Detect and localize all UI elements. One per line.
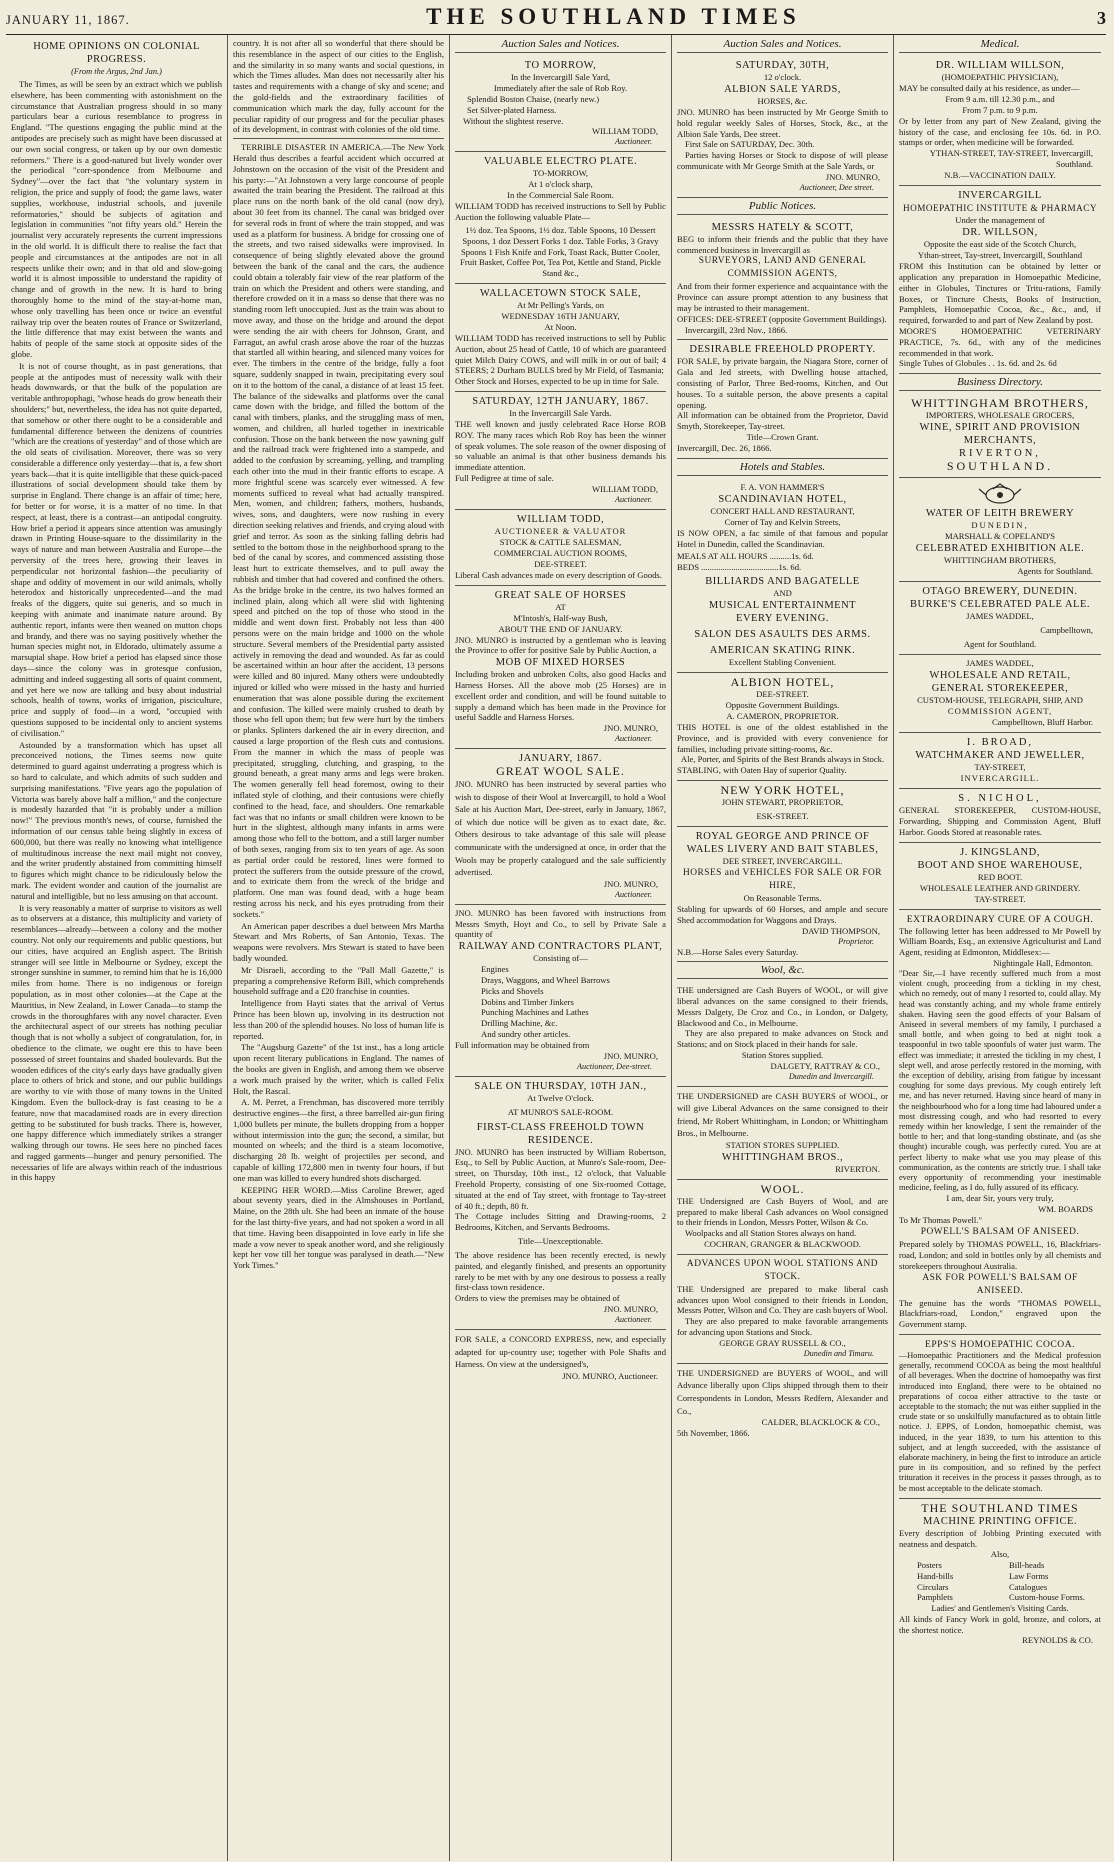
print-item: Law Forms (1009, 1571, 1049, 1582)
print-item: Hand-bills (917, 1571, 954, 1582)
column-4 (672, 35, 894, 1861)
ad-line: A. CAMERON, PROPRIETOR. (726, 710, 839, 721)
ad-body: THE well known and justly celebrated Race Horse ROB ROY. The many races which Rob Roy has been the winner of speak volumes. The sole reason of the owner disposing of so valuable an animal is that other business demands his immediate attention. (455, 418, 666, 473)
advert-royal-george-stables (677, 827, 888, 962)
ad-title: BILLIARDS AND BAGATELLE (705, 575, 860, 587)
ad-note: Without the slightest reserve. (463, 115, 564, 126)
ad-line: On Reasonable Terms. (743, 892, 822, 903)
divider (233, 138, 444, 139)
article-paragraph: TERRIBLE DISASTER IN AMERICA.—The New York Herald thus describes a fearful accident which occurred at Johnstown on the occasion of the visit of the President and his party:—"At Johnstown a very large concourse of people awaited the train bearing the President. The railroad at this place runs on the north bank of the old canal (now dry), about 30 feet from its channel. The canal was bridged over for several rods in front of where the train stopped, and was used as a platform for business. A bridge for crossing one of the streets, and two raised sidewalks were improvised. In consequence of being slightly elevated above the ground between the bank of the canal and the cars, the audience could obtain a tolerably fair view of the rear platform of the train on which the President and others were standing, and therefore crowded on it in a mass so dense that there was no standing room left unoccupied. Just as the train was about to move away, and those on the bridge and around the depot were sending the air with cheers for Johnson, Grant, and Farragut, an awful crash arose above the roar of the huzzas that startled all within hearing, and silenced many voices for ever. The timbers in the centre of the bridge, fully a foot square, suddenly snapped in twain, precipitating every soul on it to the bottom of the canal, a distance of at least 15 feet. The balance of the sidewalks and platforms over the canal came down with the bridge, and filled the bottom of the canal with timbers, planks, and the struggling mass of men, women, and children, all hurled together in inextricable confusion. Those on the bank between the now yawning gulf and the railroad track were frightened into a stampede, and added to the confusion by screaming, yelling, and trampling each other into the mud in their frantic efforts to escape. A more frightful scene was scarcely ever witnessed. A few moments sufficed to reveal what had actually transpired. Men, women, and children; fathers, mothers, husbands, wives, sons, and daughters, were now rushing in every direction seeking relatives and friends, and crying aloud with grief and terror. As soon as the sinking falling debris had settled to the bottom those in the neighborhood sprang to the bed of the canal by scores, and commenced assisting those least hurt to extricate themselves, and to pull away the rubbish and timber that had covered and confined the others. As the bridge broke in the centre, its two halves formed an inclined plain, along which all were slid with lightening speed and pitched on the top of those who stood in the middle and went down first. Probably not less than 400 persons were on the main bridge and 1000 on the whole structure. Several members of the Presidential party assisted actively in removing the dead and wounded. As far as could be ascertained within an hour after the accident, 13 persons were killed and 80 injured. Many others were undoubtedly injured or killed who were missed in the hasty and hurried enumeration that was alone possible during the excitement and confusion. The killed were mainly crushed to death by those who fell upon them; but few were hurt by the timbers or planks. Splinters darkened the air in every direction, and caused a large proportion of the flesh cuts and contusions. From the manner in which the mass of people was precipitated, struggling, clutching, and grasping, to the ground beneath, a great many arms and legs were broken. The women generally fell head foremost, owing to their inflated style of clothing, and their contusions were chiefly confined to the head, face, and shoulders. One remarkable fact was that no infants or small children were known to be hurt in the slightest, although many infants in arms were among those who fell to the bottom, and a still larger number of both sexes, ranging from six to ten years of age. As soon as partial order could be restored, lines were formed to protect the sufferers from the outside pressure of the crowd, and to extricate them from the wreck of the bridge and platform. One man was found dead, with a huge beam resting across his neck, and his eyes protruding from their sockets." (233, 142, 444, 919)
ad-body: Orders to view the premises may be obtained of (455, 1293, 620, 1304)
ad-items: 1½ doz. Tea Spoons, 1½ doz. Table Spoons, 10 Dessert Spoons, 1 doz Dessert Forks 1 doz. Table Forks, 3 Gravy Spoons 1 Fish Knife and Fork, Toast Rack, Butter Cooler, Fruit Basket, Coffee Pot, Tea Pot, Kettle and Stand, Pickle Stand &c., (460, 224, 661, 279)
print-item: Circulars (917, 1581, 949, 1592)
ad-body: All information can be obtained from the Proprietor, David Smyth, Storekeeper, Tay-street. (677, 410, 888, 432)
print-item: Bill-heads (1009, 1560, 1045, 1571)
ad-body: THE UNDERSIGNED are CASH BUYERS of WOOL, or will give Liberal Advances on the same consigned to their friend, Mr Robert Whittingham, in London; or Whittingham Bros., in Melbourne. (677, 1091, 888, 1139)
ad-address: YTHAN-STREET, TAY-STREET, Invercargill, Southland. (929, 148, 1093, 170)
ad-line: Campbelltown, (1040, 625, 1093, 636)
ad-line: In the Invercargill Sale Yard, (510, 72, 611, 82)
ad-body: FOR SALE, a CONCORD EXPRESS, new, and especially adapted for up-country use; together with Pole Shafts and Harness. On view at the undersigned's, (455, 1333, 666, 1370)
ad-line: Corner of Tay and Kelvin Streets, (724, 516, 841, 527)
ad-body: FOR SALE, by private bargain, the Niagara Store, corner of Gala and Jed streets, with Dwelling house attached, consisting of Parlor, Three Bed-rooms, Kitchen, and Out houses. To a suitable person, the above presents a capital opening. (677, 356, 888, 410)
advert-railway-plant (455, 905, 666, 1077)
ad-body: FROM this Institution can be obtained by letter or application any preparation in Homoepathic Medicine, either in Globules, Tinctures or Tritu-rations, Family Boxes, or Tincture Chests, Books of Instruction, Pamphlets, Homoepathic Cocoa, &c., &c., and, if required, forwarded to and part of New Zealand by post. (899, 261, 1101, 326)
ad-body: WILLIAM TODD has received instructions to Sell by Public Auction the following valuable Plate— (455, 201, 666, 223)
section-title: Auction Sales and Notices. (455, 38, 666, 53)
ad-line: Campbelltown, Bluff Harbor. (991, 717, 1093, 728)
ad-line: WHOLESALE LEATHER AND GRINDERY. (919, 882, 1081, 893)
ad-title: SURVEYORS, LAND AND GENERAL COMMISSION AGENTS, (698, 256, 867, 280)
ad-signature: GEORGE GRAY RUSSELL & CO., (719, 1337, 846, 1348)
advert-powells-balsam (899, 910, 1101, 1335)
ad-line: JAMES WADDEL, (966, 611, 1034, 622)
ad-title: MACHINE PRINTING OFFICE. (922, 1515, 1078, 1527)
section-title: Auction Sales and Notices. (677, 38, 888, 53)
ad-body: IS NOW OPEN, a fac simile of that famous and popular Hotel in Dunedin, called the Scandinavian. (677, 527, 888, 549)
advert-s-nichol (899, 789, 1101, 842)
ad-title: MERCHANTS, (963, 435, 1037, 447)
ad-note: Full information may be obtained from (455, 1039, 590, 1050)
ad-title: FIRST-CLASS FREEHOLD TOWN RESIDENCE. (476, 1121, 645, 1146)
ad-note: Excellent Stabling Convenient. (728, 656, 837, 667)
ad-line: To Mr Thomas Powell." (899, 1215, 982, 1226)
ad-title: NEW YORK HOTEL, (720, 782, 845, 797)
advert-dalgety-rattray (677, 982, 888, 1087)
ad-item: Set Silver-plated Harness. (467, 104, 557, 115)
news-paragraph: Mr Disraeli, according to the "Pall Mall Gazette," is preparing a comprehensive Reform Bill, which comprehends household suffrage and a £20 franchise in counties. (233, 964, 444, 997)
advert-whittingham-brothers (899, 394, 1101, 478)
ad-title: BOOT AND SHOE WAREHOUSE, (917, 859, 1083, 871)
ad-line: WEDNESDAY 16TH JANUARY, (501, 310, 620, 321)
ad-body: They are also prepared to make favorable arrangements for advancing upon Stations and Stock. (677, 1316, 888, 1338)
section-title: Business Directory. (899, 376, 1101, 391)
ad-title: ALBION SALE YARDS, (724, 84, 841, 95)
ad-line: ESK-STREET. (756, 810, 809, 821)
column-3 (450, 35, 672, 1861)
ad-body: MOORE'S HOMOEPATHIC VETERINARY PRACTICE, 7s. 6d., with any of the medicines recommended in that work. (899, 325, 1101, 358)
ad-signature: WILLIAM TODD, (591, 483, 658, 494)
ad-item: Engines (481, 964, 509, 975)
advert-new-york-hotel (677, 781, 888, 827)
ad-line: JOHN STEWART, PROPRIETOR, (721, 796, 844, 807)
news-paragraph: An American paper describes a duel between Mrs Martha Stewart and Mrs Roberts, of San Antonio, Texas. The weapons were revolvers. Mrs Stewart is stated to have been badly wounded. (233, 920, 444, 963)
ad-line: JAMES WADDEL, (966, 658, 1034, 669)
column-2 (228, 35, 450, 1861)
ad-role: Auctioneer. (614, 889, 652, 899)
ad-title: SATURDAY, 30TH, (735, 60, 830, 71)
ad-signature: DALGETY, RATTRAY & CO., (770, 1061, 880, 1072)
ad-title: SOUTHLAND. (946, 459, 1054, 474)
ad-title: WINE, SPIRIT AND PROVISION (919, 422, 1081, 434)
ad-note: N.B.—VACCINATION DAILY. (944, 170, 1056, 181)
newspaper-title: THE SOUTHLAND TIMES (426, 4, 801, 29)
ad-body: Or by letter from any part of New Zealand, giving the history of the case, and enclosing fee 10s. 6d. in P.O. stamps or order, when medicine will be forwarded. (899, 115, 1101, 148)
section-title: Wool, &c. (677, 964, 888, 979)
ad-line: From 7 p.m. to 9 p.m. (962, 104, 1038, 115)
print-item: Custom-house Forms. (1009, 1592, 1085, 1603)
ad-line: AUCTIONEER & VALUATOR (494, 525, 627, 536)
advert-albion-sale-yards (677, 56, 888, 198)
ad-title: ALBION HOTEL, (730, 674, 835, 689)
advert-james-waddel (899, 655, 1101, 733)
ad-role: Auctioneer. (614, 734, 652, 744)
ad-item: Punching Machines and Lathes (481, 1007, 589, 1018)
page-number: 3 (1097, 8, 1106, 28)
advert-printing-office (899, 1499, 1101, 1651)
advert-tomorrow-sale (455, 56, 666, 152)
ad-title: WHOLESALE AND RETAIL, (929, 670, 1071, 682)
ad-item-list (455, 964, 666, 1040)
ad-signature: JNO. MUNRO, (603, 723, 658, 734)
ad-body: JNO. MUNRO has been favored with instructions from Messrs Smyth, Hoyt and Co., to sell by Private Sale a quantity of (455, 907, 666, 940)
ad-title: JANUARY, 1867. (519, 753, 602, 765)
ad-line: I am, dear Sir, yours very truly, (946, 1193, 1054, 1204)
ad-title: GREAT SALE OF HORSES (494, 589, 627, 601)
news-paragraph: A. M. Perret, a Frenchman, has discovered more terribly destructive engines—the first, a three barrelled air-gun firing 1,000 bullets per minute, the bullets dropping from a hopper without intermission into the gun; the second, a similar, but mounted on wheels; and the third is a steam locomotive, discharging 28 lb. weight of projectiles per second, and capable of killing 172,800 men in twenty four hours, if but one man was killed to every hundred shots discharged. (233, 1097, 444, 1183)
ad-title: EPPS'S HOMOEPATHIC COCOA. (924, 1338, 1076, 1350)
ad-title: DESIRABLE FREEHOLD PROPERTY. (689, 344, 876, 356)
ad-title: EXTRAORDINARY CURE OF A COUGH. (906, 913, 1094, 925)
ad-line: AT (555, 601, 566, 612)
ad-line: RED BOOT. (977, 871, 1023, 882)
advert-epps-cocoa (899, 1335, 1101, 1499)
ad-line: Ladies' and Gentlemen's Visiting Cards. (931, 1602, 1069, 1613)
ad-title: SALON DES ASAULTS DES ARMS. (694, 628, 871, 640)
ad-body: Parties having Horses or Stock to dispose of will please communicate with Mr George Smith at the Sale Yards, or (677, 150, 888, 171)
ad-signature: WILLIAM TODD, (591, 126, 658, 137)
ad-line: DEE-STREET. (534, 558, 587, 569)
ad-line: At Twelve O'clock. (527, 1092, 594, 1103)
ad-line: MARSHALL & COPELAND'S (944, 531, 1056, 542)
ad-title: WILLIAM TODD, (516, 513, 605, 525)
ad-body: THE Undersigned are prepared to make liberal cash advances upon Wool consigned to their friends in London, Messrs Potter, Wilson and Co. They are cash buyers of Wool. (677, 1283, 888, 1316)
section-title: Public Notices. (677, 200, 888, 215)
ad-body: They are also prepared to make advances on Stock and Stations; and on Stock placed in their hands for sale. (677, 1028, 888, 1050)
ad-title: I. BROAD, (966, 737, 1034, 749)
column-1 (6, 35, 228, 1861)
ad-line: CONCERT HALL AND RESTAURANT, (710, 505, 855, 516)
ad-title: ASK FOR POWELL'S BALSAM OF ANISEED. (922, 1272, 1078, 1296)
article-paragraph: country. It is not after all so wonderful that there should be this resemblance in the aspect of our cities to the English, and the similarity in so many wants and social questions, in which the Times alludes. Man does not necessarily alter his tastes and requirements with a change of sky and scene; and the gold-fields and the extraordinary facilities of communication which mark the day, fully account for the peculiar rapidity of our progress and for the peculiar phases of its development, in contrast with colonies of the old time. (233, 38, 444, 135)
advert-dr-willson (899, 56, 1101, 186)
ad-title: EVERY EVENING. (736, 612, 829, 624)
ad-line: CUSTOM-HOUSE, TELEGRAPH, SHIP, AND (917, 695, 1083, 706)
advert-calder-blacklock (677, 1364, 888, 1443)
ad-body: THE UNDERSIGNED are BUYERS of WOOL, and will Advance liberally upon Clips shipped through them to their Correspondents in London, Messrs Redfern, Alexander and Co., (677, 1367, 888, 1416)
ad-line: Nightingale Hall, Edmonton. (993, 957, 1093, 968)
ad-note: STATION STORES SUPPLIED. (725, 1139, 840, 1150)
ad-body: —Homoepathic Practitioners and the Medical profession generally, recommend COCOA as being the most healthful of all beverages. When the doctrine of homoepathy was first introduced into England, there were to be obtained no preparations of cocoa either attractive to the taste or acceptable to the stomach; the nut was either supplied in the crude state or so unskilfully manufactured as to obtain little notice. J. EPPS, of London, homoepathic chemist, was induced, in the year 1839, to turn his attention to this subject, and at length succeeded, with the assistance of elaborate machinery, in being the first to introduce an article pure in its composition, and so refined by the perfect trituration it receives in the process it passes through, as to be most acceptable to the delicate stomach. (899, 1350, 1101, 1493)
ad-role: Auctioneer, Dee-street. (577, 1061, 652, 1071)
ad-body: All kinds of Fancy Work in gold, bronze, and colors, at the shortest notice. (899, 1613, 1101, 1635)
article-source: (From the Argus, 2nd Jan.) (71, 67, 162, 76)
ad-item: Picks and Shovels (481, 985, 544, 996)
ad-line: From 9 a.m. till 12.30 p.m., and (945, 93, 1055, 104)
ad-line: AND (773, 587, 792, 598)
ad-title: WOOL. (760, 1181, 805, 1196)
ad-line: STOCK & CATTLE SALESMAN, (499, 536, 622, 547)
article-heading: HOME OPINIONS ON COLONIAL PROGRESS. (33, 41, 200, 65)
ad-signature: JNO. MUNRO, (603, 878, 658, 889)
crest-icon (977, 483, 1023, 505)
ad-title: BURKE'S CELEBRATED PALE ALE. (909, 599, 1091, 611)
ad-line: At Noon. (544, 321, 577, 332)
advert-great-wool-sale (455, 749, 666, 905)
ad-title: HOMOEPATHIC INSTITUTE & PHARMACY (902, 203, 1098, 214)
advert-water-of-leith-brewery (899, 478, 1101, 582)
ad-title: RAILWAY AND CONTRACTORS PLANT, (458, 941, 663, 953)
ad-line: Under the management of (955, 215, 1045, 226)
print-item: Posters (917, 1560, 942, 1571)
print-item: Pamphlets (917, 1592, 953, 1603)
ad-title: MUSICAL ENTERTAINMENT (708, 599, 857, 611)
ad-title: SATURDAY, 12TH JANUARY, 1867. (472, 395, 649, 407)
section-title: Hotels and Stables. (677, 461, 888, 476)
ad-note: Title—Crown Grant. (746, 431, 819, 442)
ad-title: OTAGO BREWERY, DUNEDIN. (922, 586, 1078, 598)
ad-title: ADVANCES UPON WOOL STATIONS AND STOCK. (686, 1258, 879, 1282)
ad-price-line: MEALS AT ALL HOURS ..........1s. 6d. (677, 551, 814, 562)
advert-electro-plate (455, 152, 666, 284)
ad-title: DR. WILLSON, (962, 227, 1038, 239)
ad-item: Drilling Machine, &c. (481, 1018, 558, 1029)
ad-line: AT MUNRO'S SALE-ROOM. (507, 1106, 614, 1117)
ad-line: COMMERCIAL AUCTION ROOMS, (493, 547, 628, 558)
ad-line: DEE-STREET. (756, 688, 809, 699)
ad-body: MAY be consulted daily at his residence, as under— (899, 83, 1080, 93)
ad-body: JNO. MUNRO is instructed by a gentleman who is leaving the Province to offer for positive Sale by Public Auction, a (455, 634, 666, 656)
ad-role: Auctioneer. (614, 1314, 652, 1324)
ad-title: INVERCARGILL (958, 190, 1042, 202)
ad-line: HORSES, &c. (757, 96, 808, 106)
ad-role: Proprietor. (838, 936, 874, 946)
ad-title: WATCHMAKER AND JEWELLER, (915, 750, 1085, 762)
ad-date: 5th November, 1866. (677, 1428, 750, 1439)
ad-body: "Dear Sir,—I have recently suffered much from a most violent cough, proceeding from a tickling in my chest, which no remedy, out of many I resorted to, could allay. My head was constantly aching, and my whole frame entirely shaken. Having seen the good effects of your Balsam of Aniseed in several members of my family, I purchased a small bottle, and when going to bed at night took a teaspoonful in two table spoonfuls of water just warm. The effect was immediate; it arrested the tickling in my chest, I slept well, and arose perfectly restored in the morning, with the exception of debility, arising from fatigue by incessant coughing for some days previous. My cough entirely left me, and has never returned. Having since heard of many in the neighbourhood who for a long time had laboured under a most distressing cough, and who had resorted to every remedy within her knowledge, I sent the remainder of the bottle to her; and that long-standing obstinate, and (as she thought) incurable cough, was perfectly cured. You are at perfect liberty to make what use you may please of this communication, as the contents are strictly true. I shall take every opportunity of recommending your inestimable medicine, feeling, as I do, fully assured of its efficacy. (899, 968, 1101, 1193)
news-items (233, 921, 444, 1272)
ad-signature: WHITTINGHAM BROS., (721, 1151, 844, 1163)
ad-signature: CALDER, BLACKLOCK & CO., (761, 1417, 880, 1428)
ad-line: TO-MORROW, (532, 168, 589, 179)
ad-signature: JNO. MUNRO, (603, 1303, 658, 1314)
ad-signature: COCHRAN, GRANGER & BLACKWOOD. (704, 1238, 861, 1249)
advert-hately-scott (677, 218, 888, 341)
ad-item: Dobins and Timber Jinkers (481, 996, 574, 1007)
ad-body: Including broken and unbroken Colts, also good Hacks and Harness Horses. All the above mob (25 Horses) are in excellent order and condition, and will be found suitable to supply a demand which has been made in the Province for useful Saddle and Harness Horses. (455, 669, 666, 723)
ad-body: And from their former experience and acquaintance with the Province can assure prompt attention to any business that may be intrusted to their management. (677, 281, 888, 313)
advert-concord-express (455, 1330, 666, 1386)
advert-albion-hotel (677, 673, 888, 781)
ad-signature: DAVID THOMPSON, (802, 925, 880, 936)
ad-role: Auctioneer. (614, 494, 652, 504)
ad-body: THE Undersigned are Cash Buyers of Wool, and are prepared to make liberal Cash advances on Wool consigned to their friends in London, Messrs Potter, Wilson & Co. (677, 1195, 888, 1228)
article-continued (233, 38, 444, 135)
advert-rob-roy (455, 392, 666, 510)
ad-body: The following letter has been addressed to Mr Powell by William Boards, Esq., an extensive Agriculturist and Land Agent, residing at Edmonton, Middlesex:— (899, 925, 1101, 958)
ad-line: (HOMOEPATHIC PHYSICIAN), (941, 72, 1059, 82)
ad-title: TO MORROW, (524, 60, 597, 71)
columns (6, 35, 1106, 1861)
ad-body: The genuine has the words "THOMAS POWELL, Blackfriars-road, London," engraved upon the Government stamp. (899, 1297, 1101, 1330)
advert-russell-advances (677, 1255, 888, 1364)
ad-item: Splendid Boston Chaise, (nearly new.) (467, 94, 600, 104)
ad-note: Full Pedigree at time of sale. (455, 472, 554, 483)
article-paragraph: It is very reasonably a matter of surprise to visitors as well as to observers at a distance, this multiplicity and variety of resemblances—already—between a colony and the mother country. Not only our requirements and public questions, but our cities, have acquired an English aspect. The British stranger will see little in Melbourne or Sydney, except the stronger sunshine in summer, to remind him that he is 16,000 miles from home. There is no indigenous or foreign population, as in most other colonies—at the Cape at the Mauritius, in New Zealand, in Lower Canada—to stamp the crowds in the thoroughfares with any novel character. Even the architectural aspect of our streets has nothing peculiar though that is not wholly a subject of congratulation, for, in obedience to the climate, we ought ere this to have been possessed of street fountains and shaded boulevards. But the wooden edifices of the city's early days have gradually given place to others of brick and stone, and our public buildings are worthy to vie with those of many towns in the United Kingdom. Even the bullock-dray is fast ceasing to be a feature, now that macadamised roads are in every direction getting to be substituted for bush tracks. There is, however, one happy difference which immediately strikes a stranger walking through our towns. He sees here no pinched faces and ragged garments—hunger and penury personified. The necessaries of life are always within reach of the industrious in this happy (11, 902, 222, 1183)
advert-william-todd (455, 510, 666, 586)
ad-line: In the Commercial Sale Room. (507, 190, 614, 201)
ad-body: JNO. MUNRO has been instructed by William Robertson, Esq., to Sell by Public Auction, at Munro's Sale-room, Dee-street, on Thursday, 10th inst., 12 o'clock, that Valuable Freehold Property, consisting of one Six-roomed Cottage, situated at the end of Tay street, with frontage to Tay-street of 40 ft.; depth, 80 ft. (455, 1146, 666, 1211)
ad-body: Every description of Jobbing Printing executed with neatness and despatch. (899, 1527, 1101, 1549)
ad-line: Agents for Southland. (1017, 566, 1093, 577)
advert-otago-brewery (899, 582, 1101, 655)
advert-wallacetown-stock (455, 284, 666, 392)
ad-note: Title—Unexceptionable. (518, 1236, 603, 1246)
ad-body: BEG to inform their friends and the public that they have commenced business in Invercargill as (677, 233, 888, 255)
print-list (899, 1560, 1101, 1602)
ad-line: Immediately after the sale of Rob Roy. (493, 83, 628, 93)
ad-line: Also, (990, 1549, 1010, 1560)
advert-freehold-property (677, 340, 888, 458)
ad-title: WHITTINGHAM BROTHERS, (911, 396, 1089, 411)
ad-title: MOB OF MIXED HORSES (495, 657, 626, 669)
ad-signature: JNO. MUNRO, (825, 171, 880, 182)
ad-body: JNO. MUNRO has been instructed by several parties who wish to dispose of their Wool at Invercargill, to hold a Wool Sale at his Auction Mart, Dee-street, early in January, 1867, of which due notice will be given as to exact date, &c. Others desirous to take advantage of this sale will please communicate with the undersigned at once, in order that the Wools may be properly catalogued and the sale sufficiently advertised. (455, 779, 666, 878)
ad-title: SCANDINAVIAN HOTEL, (718, 493, 847, 505)
ad-title: MESSRS HATELY & SCOTT, (711, 221, 854, 233)
ad-body: OFFICES: DEE-STREET (opposite Government Buildings). (677, 313, 887, 324)
ad-body: Woolpacks and all Station Stores always on hand. (685, 1228, 857, 1239)
news-paragraph: The "Augsburg Gazette" of the 1st inst., has a long article upon recent literary publications in England. The names of the books are given in English, and among them we observe a work much praised by the writer, which is called Felix Holt, the Rascal. (233, 1042, 444, 1096)
ad-body: WILLIAM TODD has received instructions to sell by Public Auction, about 25 head of Cattle, 10 of which are guaranteed quiet Milch Dairy COWS, and will milk in or out of bail; 4 STEERS; 2 Durham BULLS bred by Mr Field, of Tasmania; (455, 332, 666, 376)
advert-cochran-granger (677, 1180, 888, 1255)
ad-signature: JNO. MUNRO, (603, 1050, 658, 1061)
ad-body: GENERAL STOREKEEPER, CUSTOM-HOUSE, Forwarding, Shipping and Commission Agent, Bluff Harbor. Goods Stored at reasonable rates. (899, 805, 1101, 837)
ad-date: Invercargill, 23rd Nov., 1866. (685, 324, 788, 335)
article-paragraph: It is not of course thought, as in past generations, that people at the antipodes must of necessity walk with their heads downwards, or that the bulk of the population are veritable anthropophagi, "whose heads do grow beneath their shoulders;" but, nevertheless, the idea has not quite departed, that somehow or other there ought to be a considerable and fundamental difference between the denizens of countries "which are the creations of yesterday" and of those which are the old seats of civilisation. Moreover, there was so very considerable a difference only yesterday—that is, a few short years back—that it is quite intelligible that these quick-paced illustrations of social development should take them by surprise in England. There change is an affair of time; here, for better or for worse, it is a matter of no time. In that respect, at least, there is a contrast—an antipodal congruity. How brief a period it appears since attention was amusingly drawn in Printing House-square to the dissimilarity in the ways of nature and man between Australia and Europe—the perversity of the trees here, growing their leaves in perpendicular not horizontal fashion—the peculiarity of shape and oddity of movement in our wild animals, wholly heterodox and historically unprecedented—and the mad freaks of the diggers, quite sui generis, and so much in keeping with animate and inanimate nature around. By authentic report, infants were then weaned on mutton chops and brandy, and there was no saying positively whether the human species might not, in Eldorado, ultimately assume a marsupial shape. How brief a period has elapsed since those days—since the colony was in grotesque confusion, admitting and indeed suggesting all sorts of quaint comment, and yet here we now are talking and busy about industrial schools, health of towns, works of irrigation, pisciculture, price and supply of food—in a word, "occupied with questions supposed to be incidental only to ancient systems of civilisation." (11, 360, 222, 738)
ad-title: AMERICAN SKATING RINK. (709, 644, 856, 656)
ad-role: Dunedin and Invercargill. (788, 1072, 874, 1082)
ad-line: Consisting of— (533, 953, 588, 964)
ad-title: S. NICHOL, (958, 793, 1042, 805)
news-item-disaster (233, 142, 444, 919)
ad-title: WALLACETOWN STOCK SALE, (479, 287, 642, 299)
ad-note: Station Stores supplied. (741, 1050, 824, 1061)
advert-great-sale-horses (455, 586, 666, 750)
ad-line: DUNEDIN, (971, 520, 1029, 531)
ad-signature: REYNOLDS & CO. (1022, 1635, 1093, 1646)
ad-title: CELEBRATED EXHIBITION ALE. (915, 543, 1085, 555)
ad-body: Stabling for upwards of 60 Horses, and ample and secure Shed accommodation for Waggons and Drays. (677, 903, 888, 925)
ad-line: Agent for Southland. (963, 639, 1037, 650)
ad-signature: WM. BOARDS (1038, 1204, 1093, 1215)
ad-line: Opposite Government Buildings. (725, 699, 840, 710)
column-5 (894, 35, 1106, 1861)
ad-line: F. A. VON HAMMER'S (740, 481, 825, 492)
ad-body: JNO. MUNRO has been instructed by Mr George Smith to hold regular weekly Sales of Horses, Stock, &c., at the Albion Sale Yards, Dee street. (677, 107, 888, 139)
ad-line: COMMISSION AGENT, (947, 706, 1053, 717)
advert-whittingham-wool (677, 1087, 888, 1180)
ad-signature: JNO. MUNRO, Auctioneer. (562, 1370, 658, 1381)
advert-scandinavian-hotel (677, 479, 888, 673)
ad-line: ABOUT THE END OF JANUARY. (498, 623, 623, 634)
ad-body: The above residence has been recently erected, is newly painted, and elegantly finished, and presents an opportunity rarely to be met with by any one desirous to possess a really first-class town residence. (455, 1250, 666, 1293)
ad-body: HORSES and VEHICLES FOR SALE OR FOR HIRE, (682, 867, 883, 891)
ad-line: TAY-STREET. (974, 893, 1026, 904)
advert-homoepathic-institute (899, 186, 1101, 374)
ad-title: POWELL'S BALSAM OF ANISEED. (920, 1227, 1080, 1238)
ad-line: DEE STREET, INVERCARGILL. (722, 855, 843, 866)
ad-line: WHITTINGHAM BROTHERS, (943, 555, 1057, 566)
ad-title: RIVERTON, (959, 448, 1041, 460)
article-paragraph: The Times, as will be seen by an extract which we publish elsewhere, has been commenting with astonishment on the circumstance that Australian progress should in so many particulars bear a curious resemblance to progress in England. "The questions engaging the public mind at the antipodes are precisely such as might have been discussed at our own social congress, or taken up by our own domestic reformers." There is a good-natured but lively wonder over the periodical "corr-spondence from Melbourne and Sydney"—over the fact that "the voluntary system in religion, the price and supply of food; the game laws, water supplies, workhouse, industrial schools, and juvenile reformatories," should be subjects of agitation and legislation in communities "not fifty years old." Herein the journalist very accurately represents the current impressions in the old world. It is difficult there to realise the fact that people and circumstances at the antipodes are not in all respects unlike their own; and in that old and slow-going world it is almost impossible to understand the rapidity of change and of growth in the new. It is hard to bring thoroughly home to the mind of the stay-at-home man, whose only travelling has been once or twice an eventful railway trip over the beaten routes of France or Switzerland, the little difference that may exist between the wants and habits of people of the same stock at opposite sides of the globe. (11, 79, 222, 359)
ad-body: Prepared solely by THOMAS POWELL, 16, Blackfriars-road, London; and sold in bottles only by all chemists and storekeepers throughout Australia. (899, 1239, 1101, 1271)
ad-line: IMPORTERS, WHOLESALE GROCERS, (925, 410, 1075, 421)
ad-date: Invercargill, Dec. 26, 1866. (677, 442, 772, 453)
ad-line: INVERCARGILL. (960, 773, 1040, 784)
ad-body: STABLING, with Oaten Hay of superior Quality. (677, 765, 847, 776)
ad-line: In the Invercargill Sale Yards. (509, 407, 612, 418)
ad-line: At 1 o'clock sharp, (528, 179, 593, 190)
ad-body: The Cottage includes Sitting and Drawing-rooms, 2 Bedrooms, Kitchen, and Servants Bedrooms. (455, 1211, 666, 1233)
ad-title: GENERAL STOREKEEPER, (931, 683, 1069, 695)
article-paragraph: Astounded by a transformation which has upset all preconceived notions, the Times seems now quite determined to guard against underrating a progress which is so hard to calculate, and which admits of such sudden and surprising manifestations. "Five years ago the population of Victoria was barely above half a million," and the conjecture is modestly hazarded that "it is probably under a million now!" The previous month's news, of course, furnished the information of our census table being slightly in excess of 600,000, but there was really no knowing what intelligence of multitudinous increase the next mail might not convey, and the writer prudently abstained from committing himself to figures which might chance to be ridiculously below the mark. The evident wonder and caution of the journalist are natural and intelligible, but no less amusing on that account. (11, 739, 222, 901)
news-paragraph: Intelligence from Hayti states that the arrival of Vertus Prince has been blown up, involving in its destruction not less than 200 of the splendid houses. No loss of human life is reported. (233, 998, 444, 1041)
ad-body: First Sale on SATURDAY, Dec. 30th. (685, 139, 815, 150)
ad-role: RIVERTON. (835, 1163, 880, 1174)
ad-role: Auctioneer. (614, 137, 652, 147)
ad-line: Ythan-street, Tay-street, Invercargill, Southland (917, 250, 1083, 261)
ad-body: Other Stock and Horses, expected to be up in time for Sale. (455, 376, 660, 387)
ad-role: Dunedin and Timaru. (803, 1348, 874, 1358)
ad-body: Ale, Porter, and Spirits of the Best Brands always in Stock. (680, 754, 885, 765)
ad-role: Auctioneer, Dee street. (799, 182, 874, 192)
ad-title: WATER OF LEITH BREWERY (925, 508, 1075, 520)
news-paragraph: KEEPING HER WORD.—Miss Caroline Brewer, aged about seventy years, died in the Almshouses in Portland, Maine, on the 28th ult. She had been an inmate of the house for the last thirty-five years, and had not spoken a word in all that time. Having been disappointed in love early in life she made a vow never to speak another word, and she religiously kept her vow till her tongue was paralysed in death.—"New York Times." (233, 1184, 444, 1271)
ad-line: At Mr Pelling's Yards, on (516, 299, 605, 310)
advert-town-residence (455, 1077, 666, 1330)
ad-item: Drays, Waggons, and Wheel Barrows (481, 975, 610, 986)
section-title: Medical. (899, 38, 1101, 53)
advert-i-broad (899, 733, 1101, 789)
ad-body: Single Tubes of Globules . . 1s. 6d. and 2s. 6d (899, 358, 1057, 369)
ad-note: Liberal Cash advances made on every description of Goods. (455, 569, 662, 580)
ad-title: J. KINGSLAND, (960, 846, 1040, 858)
ad-title: VALUABLE ELECTRO PLATE. (483, 156, 638, 168)
ad-line: TAY-STREET, (974, 762, 1026, 773)
ad-item: And sundry other articles. (481, 1029, 571, 1040)
ad-note: N.B.—Horse Sales every Saturday. (677, 946, 799, 957)
ad-title: DR. WILLIAM WILLSON, (935, 60, 1065, 71)
issue-date: JANUARY 11, 1867. (6, 13, 130, 27)
ad-line: 12 o'clock. (763, 72, 802, 82)
ad-title: THE SOUTHLAND TIMES (921, 1500, 1079, 1515)
ad-title: ROYAL GEORGE AND PRINCE OF WALES LIVERY AND BAIT STABLES, (686, 830, 879, 855)
ad-line: M'Intosh's, Half-way Bush, (513, 612, 608, 623)
article-body (11, 79, 222, 1183)
ad-body: THIS HOTEL is one of the oldest established in the Province, and is provided with every convenience for families, including private sitting-rooms, &c. (677, 721, 888, 754)
masthead (6, 4, 1106, 35)
ad-body: THE undersigned are Cash Buyers of WOOL, or will give liberal advances on the same consigned to their friends, Messrs Dalgety, De Croz and Co., in London, or Dalgety, Blackwood and Co., in Melbourne. (677, 985, 888, 1028)
ad-price-line: BEDS ....................................1s. 6d. (677, 562, 802, 573)
ad-title: SALE ON THURSDAY, 10TH JAN., (474, 1080, 647, 1092)
advert-j-kingsland (899, 843, 1101, 910)
ad-title: GREAT WOOL SALE. (496, 764, 625, 779)
print-item: Catalogues (1009, 1581, 1048, 1592)
ad-line: Opposite the east side of the Scotch Church, (923, 239, 1077, 250)
